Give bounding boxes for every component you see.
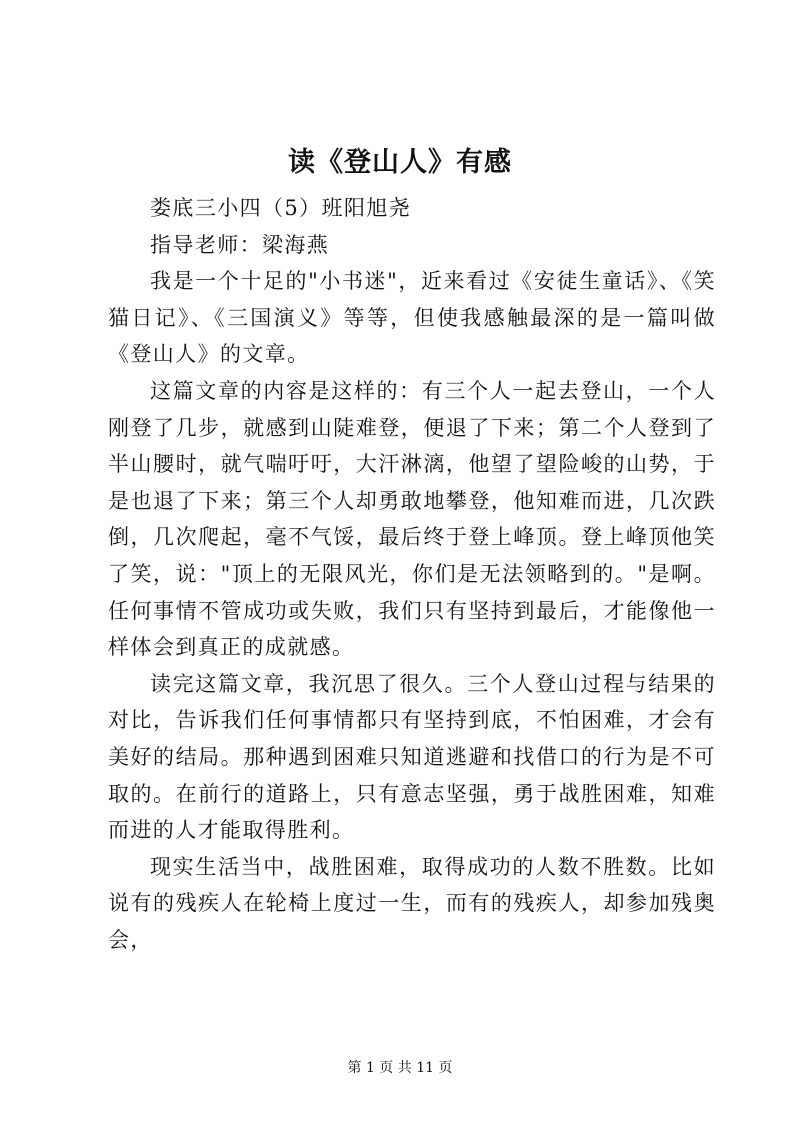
body-paragraph: 读完这篇文章，我沉思了很久。三个人登山过程与结果的对比，告诉我们任何事情都只有坚持到底，不怕困难，才会有美好的结局。那种遇到困难只知道逃避和找借口的行为是不可取的。在前行的道路上，只有意志坚强，勇于战胜困难，知难而进的人才能取得胜利。 [108,671,716,843]
body-paragraph: 现实生活当中，战胜困难，取得成功的人数不胜数。比如说有的残疾人在轮椅上度过一生，而有的残疾人，却参加残奥会， [108,854,716,952]
document-title: 读《登山人》有感 [288,147,512,178]
page-footer: 第 1 页 共 11 页 [347,1060,453,1076]
teacher-line: 指导老师：梁海燕 [150,232,330,257]
body-paragraph: 我是一个十足的"小书迷"，近来看过《安徒生童话》、《笑猫日记》、《三国演义》等等，但使我感触最深的是一篇叫做《登山人》的文章。 [108,269,716,367]
document-body [108,190,716,958]
author-line: 娄底三小四（5）班阳旭尧 [150,196,412,220]
body-paragraph: 这篇文章的内容是这样的：有三个人一起去登山，一个人刚登了几步，就感到山陡难登，便退了下来；第二个人登到了半山腰时，就气喘吁吁，大汗淋漓，他望了望险峻的山势，于是也退了下来；第三个人却勇敢地攀登，他知难而进，几次跌倒，几次爬起，毫不气馁，最后终于登上峰顶。登上峰顶他笑了笑，说："顶上的无限风光，你们是无法领略到的。"是啊。任何事情不管成功或失败，我们只有坚持到最后，才能像他一样体会到真正的成就感。 [108,378,716,660]
